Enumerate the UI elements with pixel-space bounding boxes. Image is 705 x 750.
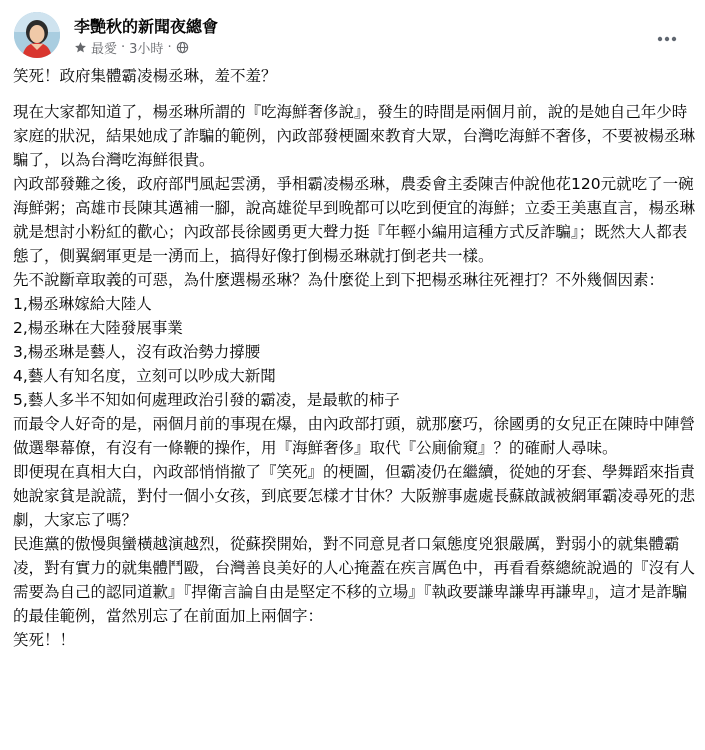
post-paragraph: 內政部發難之後，政府部門風起雲湧，爭相霸凌楊丞琳，農委會主委陳吉仲說他花120元就吃了一碗海鮮粥；高雄市長陳其邁補一腳，說高雄從早到晚都可以吃到便宜的海鮮；立委王美惠直言，楊丞琳就是想討小粉紅的歡心；內政部長徐國勇更大聲力挺『年輕小編用這種方式反詐騙』；既然大人都表態了，側翼網軍更是一湧而上，搞得好像打倒楊丞琳就打倒老共一樣。	[13, 175, 696, 265]
avatar[interactable]	[14, 12, 60, 58]
avatar-image	[14, 12, 60, 58]
meta-separator: ·	[121, 40, 126, 55]
more-horizontal-icon	[657, 27, 677, 46]
post-body	[13, 64, 695, 652]
paragraph-gap	[13, 88, 695, 100]
star-icon	[74, 41, 87, 54]
meta-separator-2: ·	[167, 40, 172, 55]
list-item: 5,藝人多半不知如何處理政治引發的霸凌，是最軟的柿子	[13, 391, 400, 409]
more-options-button[interactable]	[649, 18, 685, 54]
list-item: 2,楊丞琳在大陸發展事業	[13, 319, 183, 337]
list-item: 3,楊丞琳是藝人，沒有政治勢力撐腰	[13, 343, 261, 361]
list-item: 1,楊丞琳嫁給大陸人	[13, 295, 152, 313]
post-meta	[74, 38, 189, 57]
post-paragraph: 民進黨的傲慢與蠻橫越演越烈，從蘇揆開始，對不同意見者口氣態度兇狠嚴厲，對弱小的就集體霸凌，對有實力的就集體鬥毆，台灣善良美好的人心掩蓋在疾言厲色中，再看看蔡總統說過的『沒有人需要為自己的認同道歉』『捍衛言論自由是堅定不移的立場』『執政要謙卑謙卑再謙卑』，這才是詐騙的最佳範例，當然別忘了在前面加上兩個字：	[13, 535, 696, 625]
post-paragraph: 而最令人好奇的是，兩個月前的事現在爆，由內政部打頭，就那麼巧，徐國勇的女兒正在陳時中陣營做選舉幕僚，有沒有一條鞭的操作，用『海鮮奢侈』取代『公廁偷窺』？的確耐人尋味。	[13, 415, 696, 457]
post-paragraph: 先不說斷章取義的可惡，為什麼選楊丞琳？為什麼從上到下把楊丞琳往死裡打？不外幾個因素：	[13, 271, 665, 289]
post-title-line: 笑死！政府集體霸凌楊丞琳，羞不羞？	[13, 67, 277, 85]
globe-icon[interactable]	[176, 41, 189, 54]
post-paragraph: 現在大家都知道了，楊丞琳所謂的『吃海鮮奢侈說』，發生的時間是兩個月前，說的是她自己年少時家庭的狀況，結果她成了詐騙的範例，內政部發梗圖來教育大眾，台灣吃海鮮不奢侈，不要被楊丞琳騙了，以為台灣吃海鮮很貴。	[13, 103, 696, 169]
page-name[interactable]: 李艷秋的新聞夜總會	[74, 17, 219, 36]
post-time[interactable]: 3小時	[129, 42, 164, 57]
list-item: 4,藝人有知名度，立刻可以吵成大新聞	[13, 367, 276, 385]
post-closing: 笑死！！	[13, 631, 76, 649]
post-paragraph: 即便現在真相大白，內政部悄悄撤了『笑死』的梗圖，但霸凌仍在繼續，從她的牙套、學舞蹈來指責她說家貧是說謊，對付一個小女孩，到底要怎樣才甘休？大阪辦事處處長蘇啟誠被網軍霸凌尋死的悲劇，大家忘了嗎？	[13, 463, 696, 529]
audience-label[interactable]: 最愛	[91, 42, 118, 57]
post-header	[14, 10, 695, 62]
